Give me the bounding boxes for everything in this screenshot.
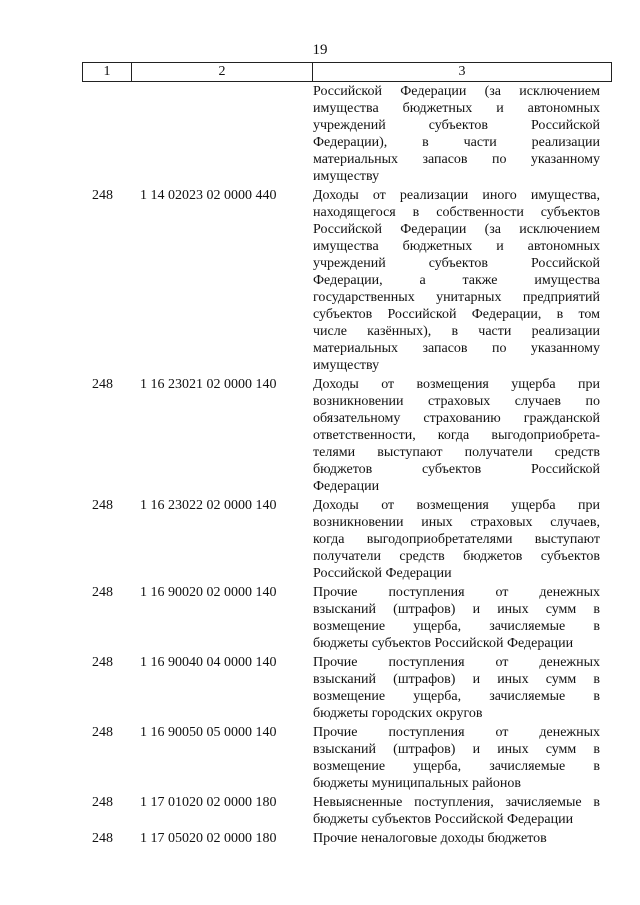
description-line: бюджеты муниципальных районов <box>313 776 521 791</box>
description-line: учреждений субъектов Российской <box>313 256 600 271</box>
revenue-description <box>313 654 600 722</box>
header-col-1: 1 <box>83 63 132 82</box>
header-col-2: 2 <box>132 63 313 82</box>
budget-classification-code: 1 17 01020 02 0000 180 <box>140 795 277 810</box>
admin-code: 248 <box>92 725 113 740</box>
admin-code: 248 <box>92 831 113 846</box>
budget-classification-code: 1 16 23021 02 0000 140 <box>140 377 277 392</box>
revenue-description <box>313 830 600 847</box>
admin-code: 248 <box>92 498 113 513</box>
description-line: телями выступают получатели средств <box>313 445 600 460</box>
description-line: Федерации <box>313 479 380 494</box>
budget-classification-code: 1 14 02023 02 0000 440 <box>140 188 277 203</box>
description-line: Доходы от реализации иного имущества, <box>313 188 600 203</box>
description-line: Прочие неналоговые доходы бюджетов <box>313 831 547 846</box>
revenue-description <box>313 584 600 652</box>
description-line: Российской Федерации (за исключением <box>313 222 600 237</box>
table-row <box>0 794 640 828</box>
description-line: взысканий (штрафов) и иных сумм в <box>313 742 600 757</box>
description-line: Федерации), в части реализации <box>313 135 600 150</box>
description-line: бюджетов субъектов Российской <box>313 462 600 477</box>
description-line: возмещение ущерба, зачисляемые в <box>313 759 600 774</box>
description-line: когда выгодоприобретателями выступают <box>313 532 600 547</box>
description-line: получатели средств бюджетов субъектов <box>313 549 600 564</box>
description-line: имущества бюджетных и автономных <box>313 101 600 116</box>
admin-code: 248 <box>92 377 113 392</box>
table-row <box>0 187 640 374</box>
page-number: 19 <box>312 42 328 58</box>
budget-classification-code: 1 16 90050 05 0000 140 <box>140 725 277 740</box>
table-row <box>0 654 640 722</box>
description-line: материальных запасов по указанному <box>313 341 600 356</box>
description-line: Прочие поступления от денежных <box>313 655 600 670</box>
header-col-3: 3 <box>313 63 612 82</box>
description-line: числе казённых), в части реализации <box>313 324 600 339</box>
description-line: бюджеты городских округов <box>313 706 483 721</box>
revenue-description <box>313 794 600 828</box>
description-line: Прочие поступления от денежных <box>313 725 600 740</box>
description-line: имуществу <box>313 169 380 184</box>
description-line: Доходы от возмещения ущерба при <box>313 377 600 392</box>
description-line: ответственности, когда выгодоприобрета- <box>313 428 600 443</box>
table-row <box>0 584 640 652</box>
budget-classification-code: 1 16 23022 02 0000 140 <box>140 498 277 513</box>
budget-classification-code: 1 16 90040 04 0000 140 <box>140 655 277 670</box>
description-line: Российской Федерации <box>313 566 452 581</box>
admin-code: 248 <box>92 795 113 810</box>
admin-code: 248 <box>92 655 113 670</box>
revenue-description <box>313 724 600 792</box>
description-line: Прочие поступления от денежных <box>313 585 600 600</box>
budget-classification-code: 1 17 05020 02 0000 180 <box>140 831 277 846</box>
revenue-description <box>313 376 600 495</box>
description-line: взысканий (штрафов) и иных сумм в <box>313 672 600 687</box>
description-line: взысканий (штрафов) и иных сумм в <box>313 602 600 617</box>
table-row <box>0 724 640 792</box>
description-line: возмещение ущерба, зачисляемые в <box>313 689 600 704</box>
revenue-description <box>313 497 600 582</box>
table-header <box>82 62 612 82</box>
description-line: обязательному страхованию гражданской <box>313 411 600 426</box>
description-line: находящегося в собственности субъектов <box>313 205 600 220</box>
description-line: материальных запасов по указанному <box>313 152 600 167</box>
revenue-description <box>313 83 600 185</box>
table-row <box>0 830 640 847</box>
description-line: возникновении страховых случаев по <box>313 394 600 409</box>
description-line: бюджеты субъектов Российской Федерации <box>313 636 574 651</box>
description-line: Российской Федерации (за исключением <box>313 84 600 99</box>
budget-classification-code: 1 16 90020 02 0000 140 <box>140 585 277 600</box>
description-line: Невыясненные поступления, зачисляемые в <box>313 795 600 810</box>
description-line: Доходы от возмещения ущерба при <box>313 498 600 513</box>
description-line: имуществу <box>313 358 380 373</box>
admin-code: 248 <box>92 585 113 600</box>
description-line: имущества бюджетных и автономных <box>313 239 600 254</box>
table-row <box>0 376 640 495</box>
table-body <box>0 83 640 847</box>
description-line: государственных унитарных предприятий <box>313 290 600 305</box>
description-line: Федерации, а также имущества <box>313 273 600 288</box>
table-row <box>0 83 640 185</box>
description-line: учреждений субъектов Российской <box>313 118 600 133</box>
admin-code: 248 <box>92 188 113 203</box>
revenue-description <box>313 187 600 374</box>
table-row <box>0 497 640 582</box>
description-line: возмещение ущерба, зачисляемые в <box>313 619 600 634</box>
description-line: возникновении иных страховых случаев, <box>313 515 600 530</box>
description-line: бюджеты субъектов Российской Федерации <box>313 812 574 827</box>
description-line: субъектов Российской Федерации, в том <box>313 307 600 322</box>
